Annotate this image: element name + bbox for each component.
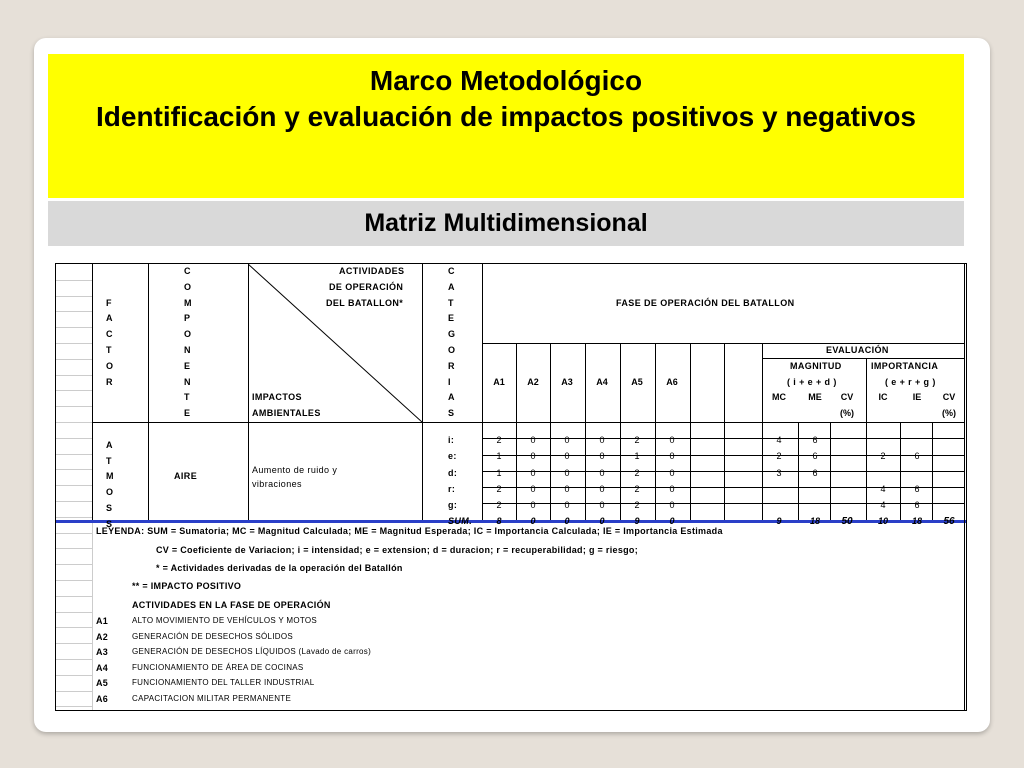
sum-cell: 8 <box>496 516 502 527</box>
eval-col-header: MC <box>772 392 786 403</box>
matrix-cell: 2 <box>634 435 640 446</box>
matrix-cell: 0 <box>669 483 675 494</box>
eval-cell: 3 <box>776 467 782 478</box>
category-code: g: <box>448 500 458 511</box>
eval-col-header: IC <box>878 392 888 403</box>
matrix-cell: 0 <box>530 467 536 478</box>
matrix-cell: 1 <box>496 451 502 462</box>
grid-line <box>56 485 92 486</box>
componente-letter: O <box>184 329 192 340</box>
magnitud-header: MAGNITUD <box>790 360 842 371</box>
sum-cell: 9 <box>634 516 640 527</box>
componente-letter: N <box>184 376 191 387</box>
sum-eval-cell: 18 <box>809 516 820 527</box>
matrix-cell: 0 <box>669 435 675 446</box>
matrix-cell: 0 <box>669 451 675 462</box>
grid-line <box>56 406 92 407</box>
sum-cell: 0 <box>669 516 675 527</box>
factor-letter: A <box>106 313 113 324</box>
matrix-cell: 1 <box>634 451 640 462</box>
activity-code-header: A3 <box>561 376 573 387</box>
section-title: Matriz Multidimensional <box>364 209 648 237</box>
activity-description: GENERACIÓN DE DESECHOS LÍQUIDOS (Lavado de carros) <box>132 647 372 656</box>
sum-label: SUM. <box>448 516 473 527</box>
actividades-label: ACTIVIDADES <box>339 266 405 276</box>
componente-letter: M <box>184 297 192 308</box>
cv-pct-label: (%) <box>942 408 956 419</box>
magnitud-formula: ( i + e + d ) <box>787 376 837 387</box>
activity-code: A3 <box>96 647 109 657</box>
sum-eval-cell: 56 <box>943 516 955 528</box>
matrix-cell: 0 <box>599 435 605 446</box>
activity-description: GENERACIÓN DE DESECHOS SÓLIDOS <box>132 631 294 641</box>
atmos-letter: T <box>106 455 112 466</box>
legend-line: LEYENDA: SUM = Sumatoria; MC = Magnitud Calculada; ME = Magnitud Esperada; IC = Importancia Calculada; IE = Importancia Estimada <box>96 526 723 536</box>
grid-line <box>56 533 92 534</box>
matrix-cell: 2 <box>496 483 502 494</box>
atmos-letter: S <box>106 518 113 529</box>
atmos-letter: S <box>106 503 113 513</box>
matrix-cell: 0 <box>564 435 570 446</box>
impactos-label: IMPACTOS <box>252 392 302 403</box>
eval-cell: 2 <box>776 451 782 462</box>
componente-letter: O <box>184 281 192 292</box>
categoria-letter: O <box>448 345 456 355</box>
grid-line <box>56 359 92 360</box>
category-code: d: <box>448 467 458 478</box>
componente-letter: E <box>184 408 191 419</box>
legend-line: ** = IMPACTO POSITIVO <box>132 581 242 591</box>
eval-cell: 6 <box>914 483 920 494</box>
grid-line <box>56 296 92 297</box>
atmos-letter: O <box>106 487 114 498</box>
eval-cell: 6 <box>812 467 818 478</box>
grid-line <box>56 280 92 281</box>
categoria-letter: R <box>448 360 455 371</box>
activity-code-header: A2 <box>527 376 539 387</box>
matrix-cell: 2 <box>634 483 640 494</box>
componente-letter: T <box>184 392 190 403</box>
impact-name: vibraciones <box>252 479 302 490</box>
factor-letter: O <box>106 360 114 371</box>
eval-cell: 6 <box>914 451 920 462</box>
matrix-cell: 2 <box>634 467 640 478</box>
activity-description: FUNCIONAMIENTO DEL TALLER INDUSTRIAL <box>132 678 315 687</box>
componente-letter: P <box>184 313 191 324</box>
grid-line <box>56 438 92 439</box>
impact-name: Aumento de ruido y <box>252 465 338 476</box>
grid-line <box>56 454 92 455</box>
categoria-letter: A <box>448 392 455 403</box>
matrix-cell: 2 <box>496 500 502 511</box>
eval-col-header: CV <box>942 392 956 403</box>
grid-line <box>56 501 92 502</box>
title-banner <box>48 54 964 198</box>
grid-line <box>56 548 92 549</box>
eval-col-header: CV <box>840 392 854 403</box>
grid-line <box>56 375 92 376</box>
actividades-label: DEL BATALLON* <box>326 297 404 308</box>
activity-code: A5 <box>96 678 109 688</box>
sum-eval-cell: 10 <box>877 516 888 527</box>
componente-letter: E <box>184 360 191 371</box>
actividades-label: DE OPERACIÓN <box>329 281 404 292</box>
activity-code: A1 <box>96 616 109 626</box>
sum-eval-cell: 9 <box>776 516 782 527</box>
section-banner <box>48 201 964 246</box>
matrix-cell: 0 <box>599 451 605 462</box>
activity-code: A6 <box>96 693 109 704</box>
grid-line <box>56 580 92 581</box>
grid-line <box>56 596 92 597</box>
legend-line: CV = Coeficiente de Variacion; i = intensidad; e = extension; d = duracion; r = recuperabilidad; g = riesgo; <box>156 545 639 555</box>
categoria-letter: I <box>448 376 451 387</box>
matrix-cell: 2 <box>634 500 640 511</box>
grid-line <box>56 564 92 565</box>
matrix-cell: 2 <box>496 435 502 446</box>
evaluacion-header: EVALUACIÓN <box>826 345 889 355</box>
importancia-formula: ( e + r + g ) <box>885 376 936 387</box>
grid-line <box>56 706 92 707</box>
legend-heading: ACTIVIDADES EN LA FASE DE OPERACIÓN <box>132 600 331 610</box>
activity-code: A2 <box>96 631 109 642</box>
categoria-letter: E <box>448 313 455 324</box>
categoria-letter: A <box>448 281 455 292</box>
cv-pct-label: (%) <box>840 408 854 419</box>
activity-code-header: A5 <box>631 376 643 387</box>
category-code: e: <box>448 451 457 462</box>
fase-header: FASE DE OPERACIÓN DEL BATALLON <box>616 297 795 308</box>
activity-code-header: A4 <box>596 376 608 387</box>
slide-subtitle: Identificación y evaluación de impactos positivos y negativos <box>95 101 916 132</box>
matrix-cell: 0 <box>599 500 605 511</box>
legend-line: * = Actividades derivadas de la operación del Batallón <box>156 563 403 573</box>
grid-line <box>56 311 92 312</box>
matrix-cell: 1 <box>496 467 502 478</box>
matrix-cell: 0 <box>530 500 536 511</box>
sum-cell: 0 <box>599 516 605 527</box>
matrix-cell: 0 <box>530 435 536 446</box>
grid-line <box>56 659 92 660</box>
factor-letter: T <box>106 345 112 355</box>
matrix-cell: 0 <box>669 500 675 511</box>
activity-code-header: A6 <box>666 376 678 387</box>
categoria-letter: T <box>448 297 454 308</box>
sum-eval-cell: 18 <box>911 516 922 527</box>
eval-cell: 6 <box>812 435 818 446</box>
factor-letter: C <box>106 329 113 340</box>
categoria-letter: C <box>448 266 455 276</box>
activity-code-header: A1 <box>493 376 505 387</box>
matrix-cell: 0 <box>564 500 570 511</box>
factor-letter: F <box>106 297 112 308</box>
impactos-label: AMBIENTALES <box>252 408 321 419</box>
matrix-cell: 0 <box>669 467 675 478</box>
grid-line <box>56 691 92 692</box>
eval-col-header: IE <box>912 392 922 403</box>
matrix-cell: 0 <box>564 467 570 478</box>
activity-description: FUNCIONAMIENTO DE ÁREA DE COCINAS <box>132 662 304 672</box>
activity-description: ALTO MOVIMIENTO DE VEHÍCULOS Y MOTOS <box>132 616 318 625</box>
eval-cell: 4 <box>880 500 886 511</box>
grid-line <box>56 675 92 676</box>
eval-cell: 6 <box>812 451 818 462</box>
grid-line <box>56 343 92 344</box>
category-code: i: <box>448 435 455 446</box>
grid-line <box>56 327 92 328</box>
matrix-cell: 0 <box>599 483 605 494</box>
atmos-letter: A <box>106 439 113 450</box>
atmos-letter: M <box>106 471 114 482</box>
componente-letter: C <box>184 266 191 276</box>
component-name: AIRE <box>174 471 198 482</box>
grid-line <box>56 390 92 391</box>
impact-matrix <box>55 263 967 711</box>
category-code: r: <box>448 483 456 494</box>
categoria-letter: S <box>448 408 455 419</box>
matrix-cell: 0 <box>564 451 570 462</box>
eval-cell: 2 <box>880 451 886 462</box>
importancia-header: IMPORTANCIA <box>871 360 939 371</box>
sum-eval-cell: 50 <box>841 516 853 528</box>
grid-line <box>56 517 92 518</box>
eval-cell: 4 <box>776 435 782 446</box>
sum-cell: 0 <box>564 516 570 527</box>
eval-col-header: ME <box>808 392 822 403</box>
grid-line <box>56 643 92 644</box>
sum-cell: 0 <box>530 516 536 527</box>
activity-code: A4 <box>96 662 109 673</box>
grid-line <box>56 612 92 613</box>
activity-description: CAPACITACION MILITAR PERMANENTE <box>132 693 292 703</box>
eval-cell: 4 <box>880 483 886 494</box>
factor-letter: R <box>106 376 113 387</box>
matrix-cell: 0 <box>564 483 570 494</box>
matrix-cell: 0 <box>530 483 536 494</box>
matrix-cell: 0 <box>530 451 536 462</box>
componente-letter: N <box>184 345 191 355</box>
grid-line <box>56 627 92 628</box>
grid-line <box>56 469 92 470</box>
matrix-cell: 0 <box>599 467 605 478</box>
grid-line <box>56 422 92 423</box>
eval-cell: 6 <box>914 500 920 511</box>
categoria-letter: G <box>448 329 456 340</box>
slide-title: Marco Metodológico <box>369 65 643 96</box>
